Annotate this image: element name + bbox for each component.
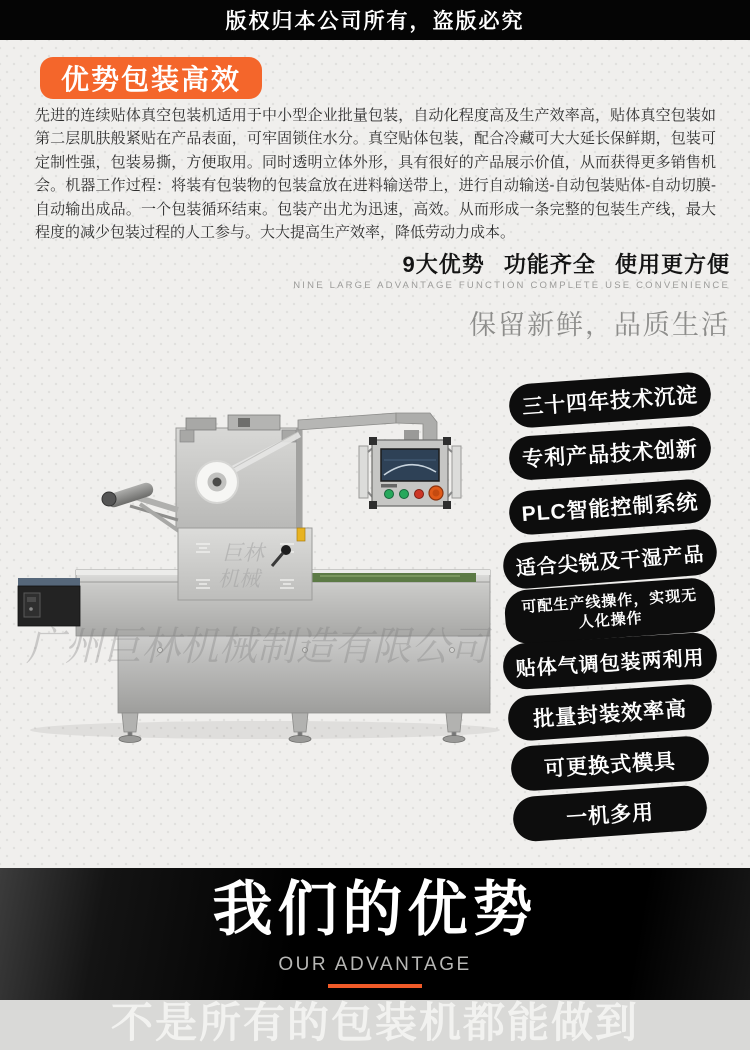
advantage-ribbon-1: 三十四年技术沉淀 [508, 371, 713, 429]
infeed-conveyor [18, 578, 80, 586]
advantage-headline-en: NINE LARGE ADVANTAGE FUNCTION COMPLETE USE CONVENIENCE [293, 280, 730, 291]
advantage-ribbon-8: 可更换式模具 [510, 735, 710, 792]
advantage-ribbon-9: 一机多用 [512, 784, 709, 842]
advantage-ribbon-7: 批量封装效率高 [507, 683, 714, 742]
intro-paragraph: 先进的连续贴体真空包装机适用于中小型企业批量包装，自动化程度高及生产效率高，贴体真空包装如第二层肌肤般紧贴在产品表面，可牢固锁住水分。真空贴体包装，配合冷藏可大大延长保鲜期，包装可定制性强，包装易撕，方便取用。同时透明立体外形，具有很好的产品展示价值，从而获得更多销售机会。机器工作过程：将装有包装物的包装盒放在进料输送带上，进行自动输送-自动包装贴体-自动切膜-自动输出成品。一个包装循环结束。包装产出尤为迅速，高效。从而形成一条完整的包装生产线，最大程度的减少包装过程的人工参与。大大提高生产效率，降低劳动力成本。 [35, 107, 716, 242]
green-button [400, 490, 409, 499]
conveyor-belt [308, 573, 476, 582]
advantage-headline: 9大优势 功能齐全 使用更方便 [402, 252, 730, 277]
freshness-slogan: 保留新鲜，品质生活 [469, 310, 730, 340]
copyright-bar [0, 0, 750, 40]
green-button [385, 490, 394, 499]
advantage-ribbon-5: 可配生产线操作，实现无人化操作 [503, 577, 716, 646]
advantage-ribbon-2: 专利产品技术创新 [508, 425, 712, 481]
advantage-ribbon-4: 适合尖锐及干湿产品 [502, 528, 719, 591]
section-badge [40, 57, 262, 99]
control-panel [359, 437, 461, 509]
copyright-text: 版权归本公司所有，盗版必究 [225, 10, 525, 33]
clipped-next-heading: 不是所有的包装机都能做到 [110, 999, 639, 1046]
orange-divider [328, 984, 422, 988]
our-advantage-subtitle: OUR ADVANTAGE [278, 954, 472, 975]
advantage-ribbon-6: 贴体气调包装两利用 [502, 632, 718, 691]
machine-brand-watermark-2: 机械 [218, 568, 260, 591]
company-watermark: 广州巨林机械制造有限公司 [26, 625, 493, 669]
our-advantage-section [0, 868, 750, 1046]
our-advantage-title: 我们的优势 [212, 876, 538, 943]
machine-shadow [30, 721, 500, 739]
red-button [415, 490, 424, 499]
advantage-ribbon-3: PLC智能控制系统 [508, 478, 713, 536]
section-badge-label: 优势包装高效 [61, 64, 242, 95]
machine-brand-watermark-1: 巨林 [222, 542, 264, 565]
machine-image [0, 360, 520, 760]
